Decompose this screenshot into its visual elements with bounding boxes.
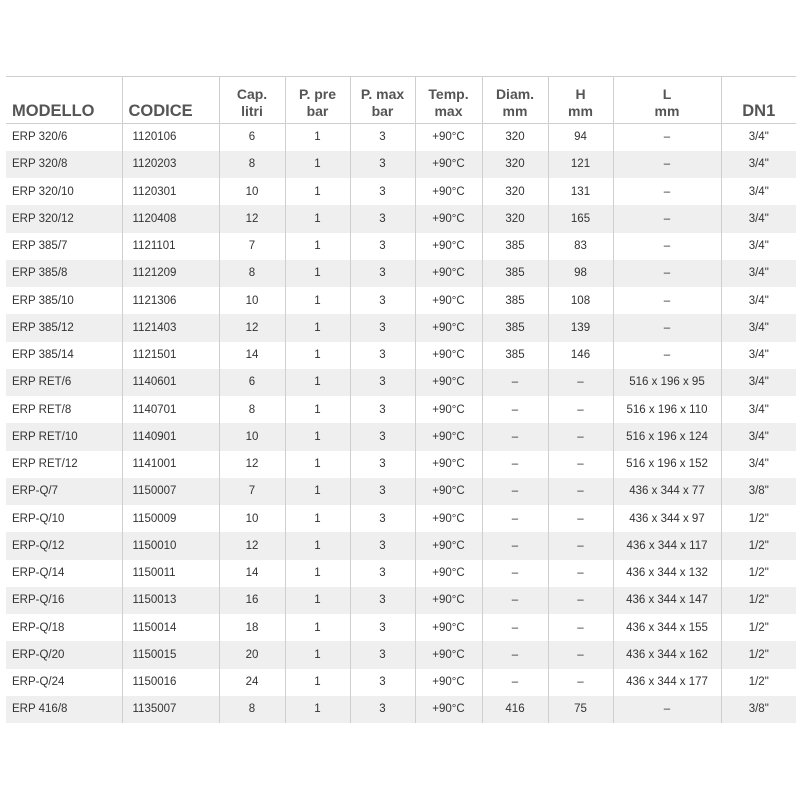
cell-pre-pressure: 1 (285, 423, 350, 450)
cell-modello: ERP 320/8 (6, 151, 122, 178)
cell-height: – (548, 396, 613, 423)
cell-diameter: 385 (482, 260, 548, 287)
cell-modello: ERP 320/12 (6, 205, 122, 232)
header-unit: mm (568, 103, 593, 119)
cell-diameter: – (482, 423, 548, 450)
cell-codice: 1150010 (122, 532, 219, 559)
cell-height: 98 (548, 260, 613, 287)
cell-height: – (548, 478, 613, 505)
cell-height: 75 (548, 696, 613, 723)
cell-length: 436 x 344 x 77 (613, 478, 721, 505)
cell-capacity: 12 (219, 314, 285, 341)
cell-max-pressure: 3 (350, 669, 415, 696)
cell-capacity: 6 (219, 124, 285, 151)
cell-codice: 1121101 (122, 233, 219, 260)
col-header-max-pressure (350, 77, 415, 124)
col-header-capacity (219, 77, 285, 124)
header-row (6, 77, 796, 124)
cell-diameter: 320 (482, 205, 548, 232)
cell-length: 436 x 344 x 117 (613, 532, 721, 559)
header-text: MODELLO (12, 102, 95, 120)
header-unit: mm (654, 103, 680, 119)
cell-modello: ERP 385/10 (12, 294, 74, 307)
cell-length: 436 x 344 x 132 (613, 560, 721, 587)
cell-dn1: 3/4" (721, 314, 796, 341)
cell-capacity: 10 (219, 423, 285, 450)
cell-pre-pressure: 1 (285, 205, 350, 232)
header-text: Temp. (428, 86, 469, 102)
cell-dn1: 1/2" (721, 641, 796, 668)
cell-max-temp: +90°C (415, 178, 482, 205)
cell-codice: 1121306 (122, 287, 219, 314)
table-row (6, 423, 796, 450)
cell-pre-pressure: 1 (285, 696, 350, 723)
cell-codice: 1120106 (122, 124, 219, 151)
cell-pre-pressure: 1 (285, 314, 350, 341)
cell-length: – (613, 151, 721, 178)
table-row (6, 205, 796, 232)
cell-modello: ERP-Q/16 (6, 587, 122, 614)
cell-max-pressure: 3 (350, 396, 415, 423)
header-text: H (575, 86, 586, 102)
cell-codice: 1120301 (122, 178, 219, 205)
cell-dn1: 3/4" (721, 342, 796, 369)
cell-dn1: 3/4" (721, 233, 796, 260)
cell-modello: ERP RET/12 (12, 458, 78, 471)
cell-dn1: 1/2" (721, 560, 796, 587)
header-text: Cap. (236, 86, 268, 102)
cell-height: – (548, 505, 613, 532)
cell-codice: 1140701 (122, 396, 219, 423)
cell-dn1: 1/2" (721, 532, 796, 559)
cell-dn1: 1/2" (721, 587, 796, 614)
cell-max-temp: +90°C (415, 532, 482, 559)
cell-capacity: 7 (219, 478, 285, 505)
cell-modello: ERP-Q/18 (12, 621, 65, 634)
cell-height: 131 (548, 178, 613, 205)
cell-diameter: 416 (482, 696, 548, 723)
cell-codice: 1120408 (122, 205, 219, 232)
cell-modello: ERP 385/7 (12, 240, 68, 253)
header-text: P. max (360, 86, 405, 102)
cell-max-temp: +90°C (415, 505, 482, 532)
cell-codice: 1150016 (122, 669, 219, 696)
cell-length: 436 x 344 x 177 (613, 669, 721, 696)
header-unit: bar (306, 103, 329, 119)
cell-codice: 1150013 (122, 587, 219, 614)
cell-height: – (548, 614, 613, 641)
cell-dn1: 1/2" (721, 505, 796, 532)
table-row (6, 342, 796, 369)
table-row (6, 233, 796, 260)
table-row (6, 641, 796, 668)
col-header-pre-pressure (285, 77, 350, 124)
cell-capacity: 24 (219, 669, 285, 696)
cell-length: – (613, 696, 721, 723)
cell-max-pressure: 3 (350, 696, 415, 723)
cell-max-pressure: 3 (350, 287, 415, 314)
cell-length: 436 x 344 x 97 (613, 505, 721, 532)
cell-codice: 1121209 (122, 260, 219, 287)
cell-modello: ERP-Q/10 (12, 512, 65, 525)
cell-pre-pressure: 1 (285, 587, 350, 614)
cell-max-temp: +90°C (415, 423, 482, 450)
table-row (6, 587, 796, 614)
cell-codice: 1150015 (122, 641, 219, 668)
table-header (6, 77, 796, 124)
cell-max-pressure: 3 (350, 451, 415, 478)
cell-dn1: 3/4" (721, 369, 796, 396)
table-row (6, 451, 796, 478)
header-unit: litri (241, 103, 263, 119)
cell-max-pressure: 3 (350, 260, 415, 287)
cell-height: – (548, 369, 613, 396)
cell-max-pressure: 3 (350, 423, 415, 450)
cell-capacity: 14 (219, 560, 285, 587)
cell-max-temp: +90°C (415, 314, 482, 341)
cell-diameter: – (482, 505, 548, 532)
cell-dn1: 1/2" (721, 614, 796, 641)
cell-height: – (548, 451, 613, 478)
cell-modello: ERP-Q/20 (6, 641, 122, 668)
cell-max-temp: +90°C (415, 342, 482, 369)
cell-height: 108 (548, 287, 613, 314)
cell-pre-pressure: 1 (285, 233, 350, 260)
cell-dn1: 3/4" (721, 451, 796, 478)
cell-max-temp: +90°C (415, 669, 482, 696)
cell-dn1: 3/8" (721, 478, 796, 505)
cell-codice: 1120203 (122, 151, 219, 178)
cell-diameter: – (482, 451, 548, 478)
cell-length: – (613, 342, 721, 369)
cell-max-temp: +90°C (415, 396, 482, 423)
cell-height: 94 (548, 124, 613, 151)
table-body (6, 124, 796, 724)
cell-diameter: – (482, 641, 548, 668)
cell-pre-pressure: 1 (285, 669, 350, 696)
cell-capacity: 6 (219, 369, 285, 396)
header-text: DN1 (742, 102, 776, 120)
cell-dn1: 3/4" (721, 205, 796, 232)
cell-height: 139 (548, 314, 613, 341)
table-row (6, 260, 796, 287)
cell-diameter: 320 (482, 151, 548, 178)
table-row (6, 287, 796, 314)
cell-max-pressure: 3 (350, 151, 415, 178)
table-row (6, 614, 796, 641)
cell-max-temp: +90°C (415, 451, 482, 478)
cell-length: – (613, 178, 721, 205)
cell-max-pressure: 3 (350, 314, 415, 341)
cell-diameter: – (482, 396, 548, 423)
cell-codice: 1141001 (122, 451, 219, 478)
cell-length: 516 x 196 x 110 (613, 396, 721, 423)
cell-dn1: 3/4" (721, 287, 796, 314)
table-row (6, 505, 796, 532)
cell-length: 516 x 196 x 124 (613, 423, 721, 450)
cell-max-temp: +90°C (415, 478, 482, 505)
table-row (6, 369, 796, 396)
col-header-max-temp (415, 77, 482, 124)
cell-max-pressure: 3 (350, 124, 415, 151)
col-header-diameter (482, 77, 548, 124)
col-header-codice (122, 77, 219, 124)
header-unit: mm (502, 103, 528, 119)
cell-capacity: 12 (219, 451, 285, 478)
cell-capacity: 12 (219, 205, 285, 232)
cell-capacity: 10 (219, 287, 285, 314)
cell-max-pressure: 3 (350, 505, 415, 532)
cell-height: – (548, 560, 613, 587)
cell-max-temp: +90°C (415, 587, 482, 614)
cell-max-pressure: 3 (350, 205, 415, 232)
cell-length: 436 x 344 x 162 (613, 641, 721, 668)
col-header-modello (6, 77, 122, 124)
cell-height: – (548, 532, 613, 559)
cell-codice: 1140901 (122, 423, 219, 450)
col-header-height (548, 77, 613, 124)
cell-pre-pressure: 1 (285, 451, 350, 478)
table-row (6, 151, 796, 178)
cell-modello: ERP 320/6 (12, 131, 68, 144)
cell-length: – (613, 287, 721, 314)
table-row (6, 669, 796, 696)
cell-diameter: 385 (482, 342, 548, 369)
table-row (6, 532, 796, 559)
cell-max-temp: +90°C (415, 205, 482, 232)
cell-diameter: – (482, 532, 548, 559)
cell-dn1: 3/8" (721, 696, 796, 723)
cell-diameter: 320 (482, 124, 548, 151)
cell-codice: 1121403 (122, 314, 219, 341)
cell-pre-pressure: 1 (285, 396, 350, 423)
cell-pre-pressure: 1 (285, 478, 350, 505)
cell-pre-pressure: 1 (285, 532, 350, 559)
table-row (6, 124, 796, 151)
cell-height: – (548, 423, 613, 450)
cell-capacity: 16 (219, 587, 285, 614)
cell-diameter: 385 (482, 287, 548, 314)
cell-capacity: 10 (219, 178, 285, 205)
cell-codice: 1121501 (122, 342, 219, 369)
cell-codice: 1150007 (122, 478, 219, 505)
cell-max-temp: +90°C (415, 260, 482, 287)
cell-modello: ERP-Q/24 (12, 676, 65, 689)
cell-pre-pressure: 1 (285, 151, 350, 178)
cell-max-temp: +90°C (415, 369, 482, 396)
cell-diameter: – (482, 669, 548, 696)
cell-capacity: 18 (219, 614, 285, 641)
cell-modello: ERP-Q/14 (12, 567, 65, 580)
cell-capacity: 7 (219, 233, 285, 260)
cell-pre-pressure: 1 (285, 369, 350, 396)
cell-max-temp: +90°C (415, 696, 482, 723)
col-header-dn1 (721, 77, 796, 124)
cell-modello: ERP-Q/12 (6, 532, 122, 559)
cell-pre-pressure: 1 (285, 287, 350, 314)
cell-length: – (613, 260, 721, 287)
cell-capacity: 14 (219, 342, 285, 369)
table-row (6, 396, 796, 423)
cell-capacity: 8 (219, 696, 285, 723)
spec-table (6, 76, 796, 723)
cell-height: – (548, 641, 613, 668)
cell-height: – (548, 669, 613, 696)
header-text: Diam. (495, 86, 535, 102)
cell-pre-pressure: 1 (285, 178, 350, 205)
cell-length: – (613, 124, 721, 151)
cell-modello: ERP 385/8 (6, 260, 122, 287)
table-row (6, 178, 796, 205)
cell-length: 516 x 196 x 95 (613, 369, 721, 396)
cell-max-temp: +90°C (415, 151, 482, 178)
cell-dn1: 3/4" (721, 260, 796, 287)
cell-height: 146 (548, 342, 613, 369)
cell-max-pressure: 3 (350, 342, 415, 369)
cell-height: – (548, 587, 613, 614)
cell-length: – (613, 205, 721, 232)
header-unit: bar (371, 103, 394, 119)
cell-max-pressure: 3 (350, 233, 415, 260)
cell-pre-pressure: 1 (285, 641, 350, 668)
cell-length: 516 x 196 x 152 (613, 451, 721, 478)
cell-codice: 1150011 (122, 560, 219, 587)
cell-capacity: 8 (219, 260, 285, 287)
header-text: P. pre (298, 86, 337, 102)
cell-diameter: – (482, 478, 548, 505)
header-text: CODICE (128, 102, 193, 120)
cell-diameter: – (482, 614, 548, 641)
cell-max-pressure: 3 (350, 614, 415, 641)
cell-modello: ERP-Q/7 (6, 478, 122, 505)
cell-max-pressure: 3 (350, 587, 415, 614)
cell-length: – (613, 314, 721, 341)
cell-max-pressure: 3 (350, 369, 415, 396)
cell-max-pressure: 3 (350, 532, 415, 559)
cell-diameter: – (482, 369, 548, 396)
cell-max-temp: +90°C (415, 124, 482, 151)
cell-modello: ERP 416/8 (6, 696, 122, 723)
cell-modello: ERP 385/14 (12, 349, 74, 362)
cell-dn1: 3/4" (721, 178, 796, 205)
cell-capacity: 8 (219, 151, 285, 178)
cell-height: 121 (548, 151, 613, 178)
table-row (6, 478, 796, 505)
header-unit: max (434, 103, 463, 119)
cell-dn1: 3/4" (721, 151, 796, 178)
cell-max-pressure: 3 (350, 178, 415, 205)
cell-length: – (613, 233, 721, 260)
cell-modello: ERP RET/10 (6, 423, 122, 450)
cell-diameter: – (482, 560, 548, 587)
cell-capacity: 20 (219, 641, 285, 668)
cell-modello: ERP RET/8 (12, 403, 72, 416)
cell-codice: 1135007 (122, 696, 219, 723)
cell-height: 165 (548, 205, 613, 232)
cell-length: 436 x 344 x 155 (613, 614, 721, 641)
cell-diameter: 385 (482, 314, 548, 341)
cell-capacity: 12 (219, 532, 285, 559)
cell-pre-pressure: 1 (285, 614, 350, 641)
cell-modello: ERP RET/6 (6, 369, 122, 396)
cell-pre-pressure: 1 (285, 260, 350, 287)
cell-max-temp: +90°C (415, 287, 482, 314)
cell-max-temp: +90°C (415, 233, 482, 260)
cell-max-temp: +90°C (415, 614, 482, 641)
cell-codice: 1150014 (122, 614, 219, 641)
cell-max-temp: +90°C (415, 641, 482, 668)
cell-max-pressure: 3 (350, 560, 415, 587)
table-row (6, 560, 796, 587)
cell-codice: 1140601 (122, 369, 219, 396)
col-header-length (613, 77, 721, 124)
cell-diameter: – (482, 587, 548, 614)
cell-dn1: 3/4" (721, 124, 796, 151)
cell-modello: ERP 385/12 (6, 314, 122, 341)
cell-pre-pressure: 1 (285, 560, 350, 587)
header-text: L (662, 86, 672, 102)
cell-length: 436 x 344 x 147 (613, 587, 721, 614)
cell-height: 83 (548, 233, 613, 260)
table-row (6, 314, 796, 341)
cell-max-temp: +90°C (415, 560, 482, 587)
cell-dn1: 1/2" (721, 669, 796, 696)
cell-modello: ERP 320/10 (12, 185, 74, 198)
cell-dn1: 3/4" (721, 423, 796, 450)
cell-pre-pressure: 1 (285, 342, 350, 369)
cell-diameter: 385 (482, 233, 548, 260)
cell-codice: 1150009 (122, 505, 219, 532)
table-row (6, 696, 796, 723)
cell-diameter: 320 (482, 178, 548, 205)
cell-pre-pressure: 1 (285, 505, 350, 532)
cell-capacity: 8 (219, 396, 285, 423)
cell-dn1: 3/4" (721, 396, 796, 423)
cell-max-pressure: 3 (350, 641, 415, 668)
cell-capacity: 10 (219, 505, 285, 532)
cell-max-pressure: 3 (350, 478, 415, 505)
cell-pre-pressure: 1 (285, 124, 350, 151)
